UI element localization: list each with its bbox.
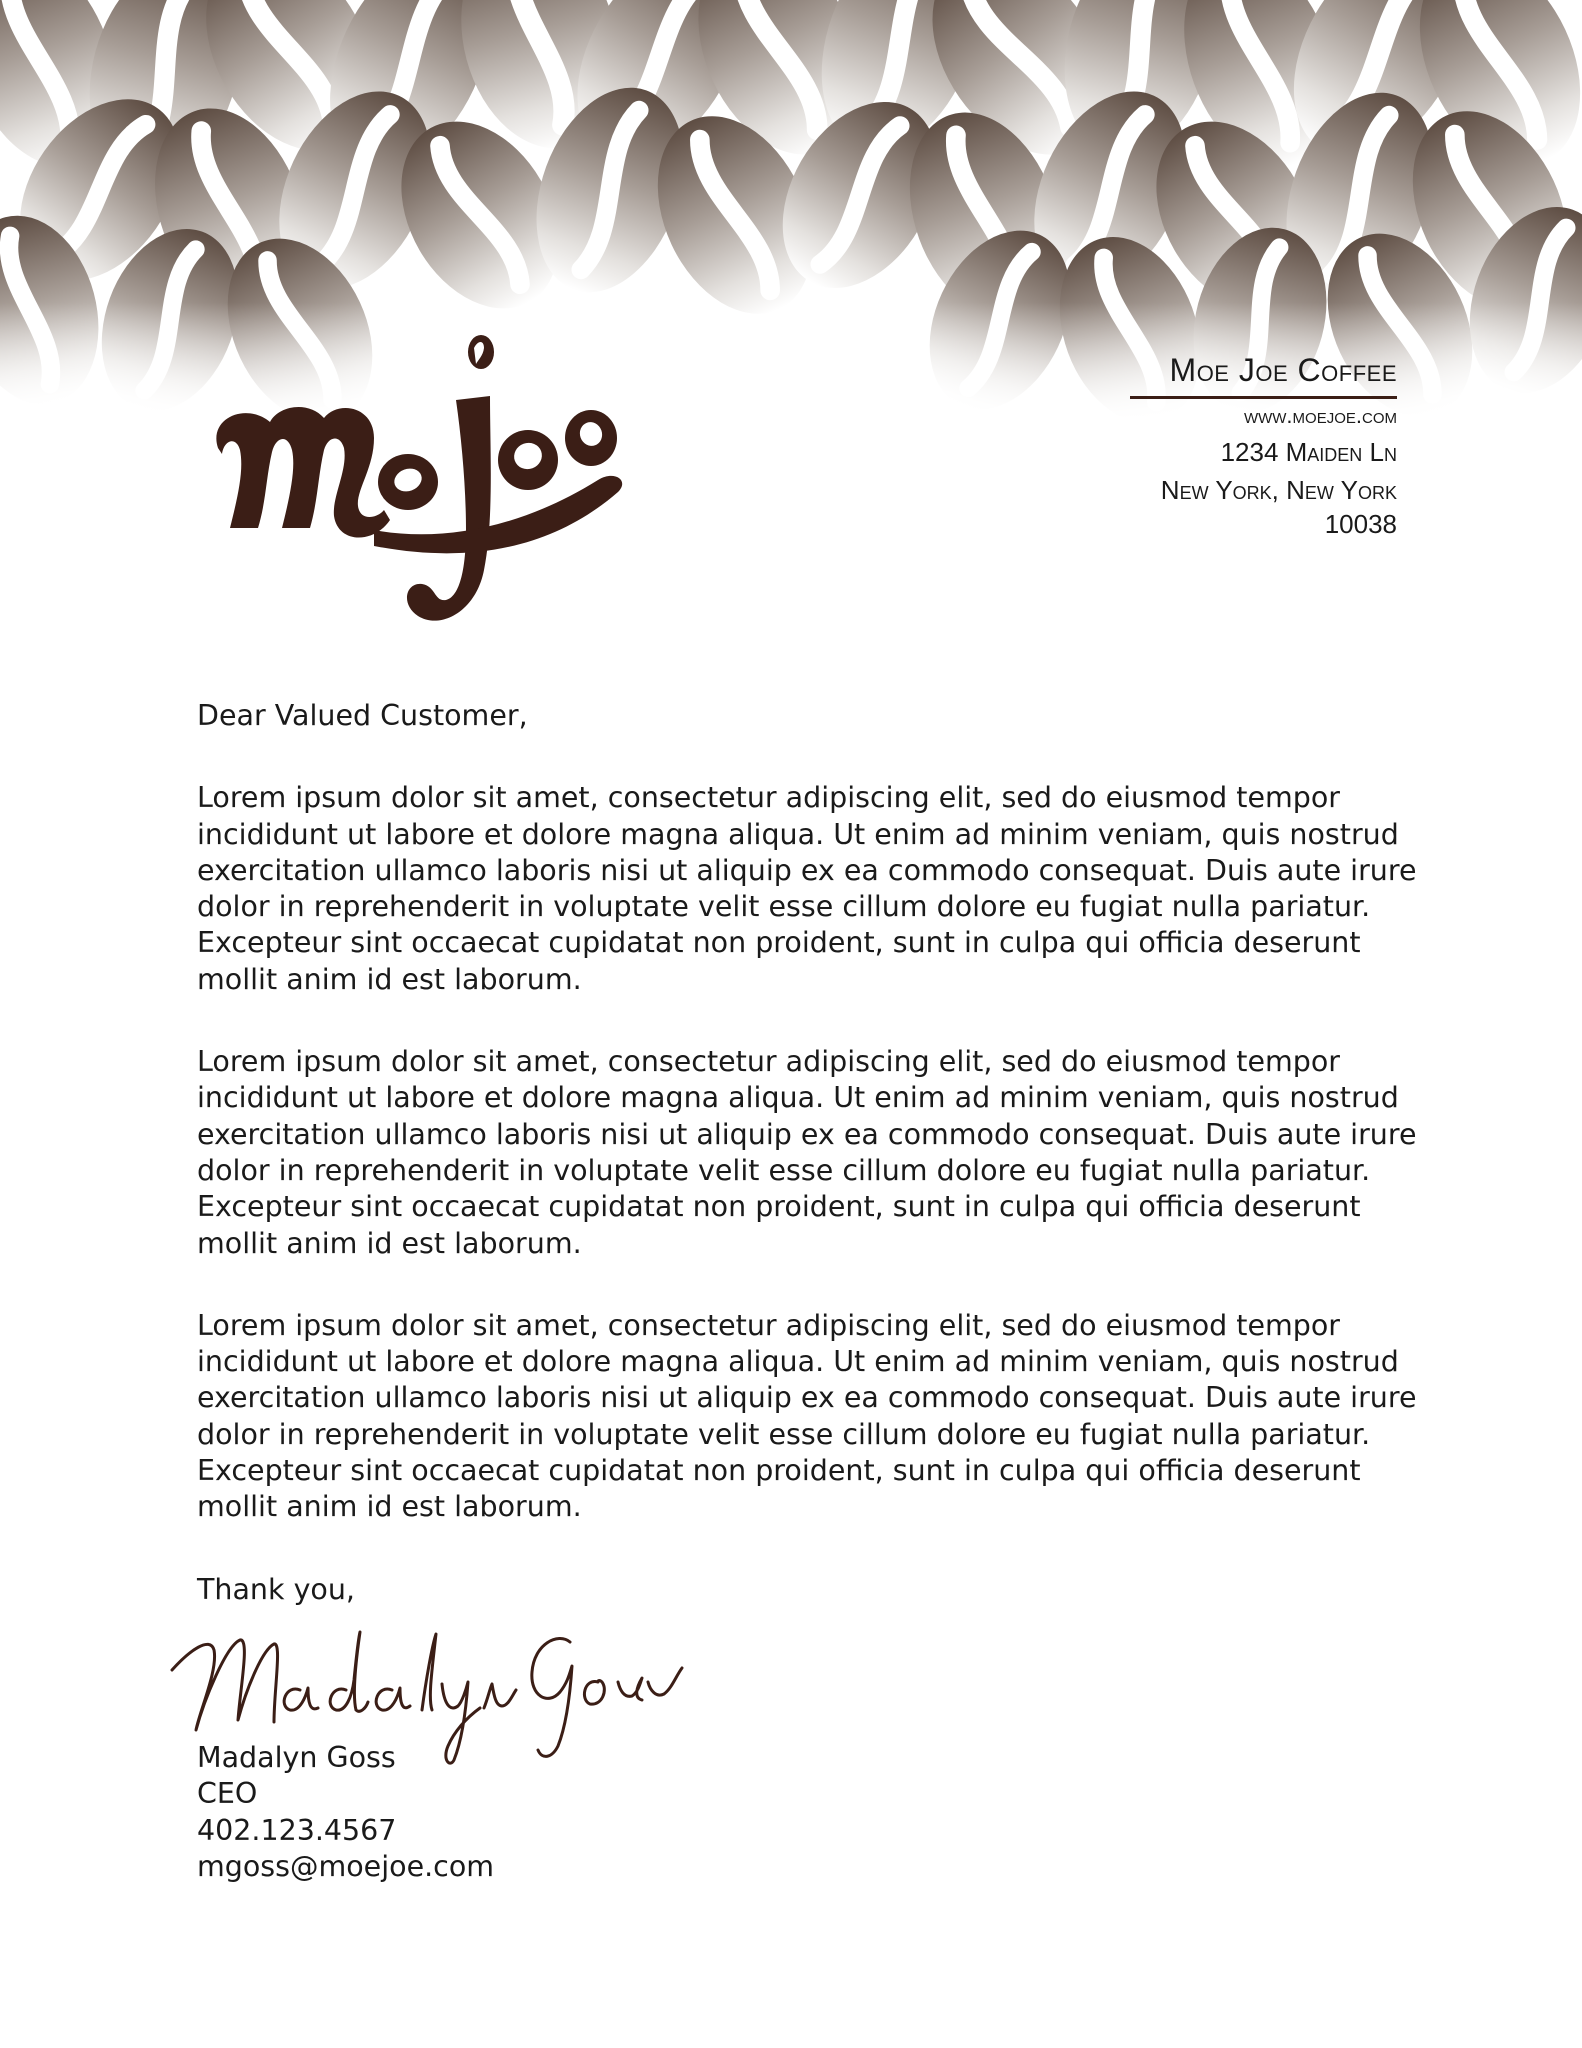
letter-greeting: Dear Valued Customer,: [197, 699, 528, 732]
signer-email[interactable]: mgoss@moejoe.com: [197, 1849, 495, 1883]
signer-title: CEO: [197, 1777, 258, 1811]
company-contact-block: [977, 350, 1397, 539]
company-street: 1234 Maiden Ln: [1220, 437, 1397, 467]
letter-paragraph: Lorem ipsum dolor sit amet, consectetur adipiscing elit, sed do eiusmod tempor incididunt ut labore et dolore magna aliqua. Ut enim ad minim veniam, quis nostrud exercitation ullamco laboris nisi ut aliquip ex ea commodo consequat. Duis aute irure dolor in reprehenderit in voluptate velit esse cillum dolore eu fugiat nulla pariatur. Excepteur sint occaecat cupidatat non proident, sunt in culpa qui officia deserunt mollit anim id est laborum.: [197, 1308, 1417, 1524]
company-name: Moe Joe Coffee: [1130, 350, 1397, 399]
signer-block: [197, 1740, 494, 1885]
moejoe-logo: [178, 330, 638, 630]
signer-name: Madalyn Goss: [197, 1741, 396, 1774]
letter-paragraph: Lorem ipsum dolor sit amet, consectetur adipiscing elit, sed do eiusmod tempor incididunt ut labore et dolore magna aliqua. Ut enim ad minim veniam, quis nostrud exercitation ullamco laboris nisi ut aliquip ex ea commodo consequat. Duis aute irure dolor in reprehenderit in voluptate velit esse cillum dolore eu fugiat nulla pariatur. Excepteur sint occaecat cupidatat non proident, sunt in culpa qui officia deserunt mollit anim id est laborum.: [197, 781, 1417, 996]
company-zip: 10038: [1324, 509, 1397, 539]
letter-body: [197, 698, 1427, 1608]
letter-closing: Thank you,: [197, 1572, 355, 1606]
signer-phone: 402.123.4567: [197, 1813, 397, 1847]
company-website[interactable]: www.moejoe.com: [1243, 403, 1397, 428]
company-city-state: New York, New York: [1160, 475, 1397, 505]
letter-paragraph: Lorem ipsum dolor sit amet, consectetur adipiscing elit, sed do eiusmod tempor incididunt ut labore et dolore magna aliqua. Ut enim ad minim veniam, quis nostrud exercitation ullamco laboris nisi ut aliquip ex ea commodo consequat. Duis aute irure dolor in reprehenderit in voluptate velit esse cillum dolore eu fugiat nulla pariatur. Excepteur sint occaecat cupidatat non proident, sunt in culpa qui officia deserunt mollit anim id est laborum.: [197, 1045, 1417, 1260]
